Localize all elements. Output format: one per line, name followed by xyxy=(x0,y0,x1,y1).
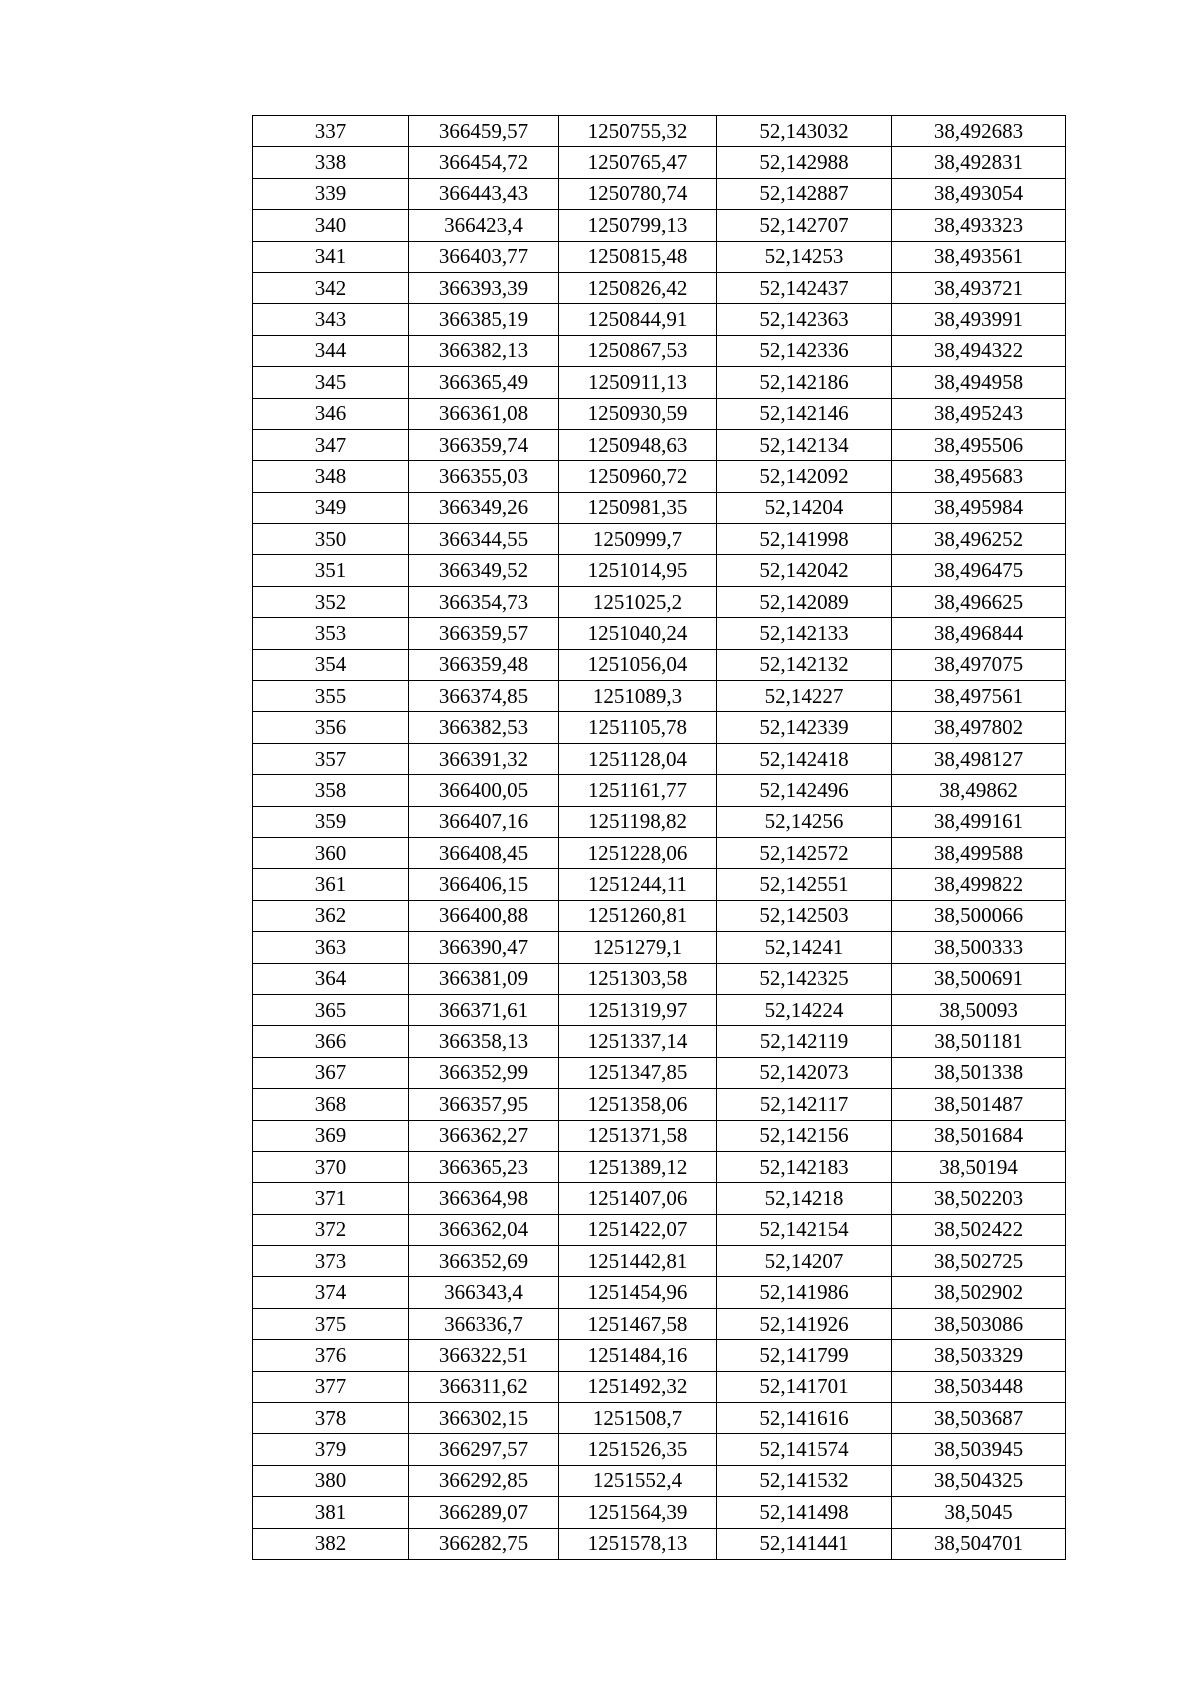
point-number-cell: 355 xyxy=(253,681,409,712)
point-number-cell: 373 xyxy=(253,1246,409,1277)
table-row xyxy=(253,210,1066,241)
y-coordinate-cell: 1251467,58 xyxy=(559,1308,717,1339)
latitude-cell: 52,141799 xyxy=(717,1340,892,1371)
point-number-cell: 363 xyxy=(253,932,409,963)
table-row xyxy=(253,524,1066,555)
longitude-cell: 38,493561 xyxy=(892,241,1066,272)
y-coordinate-cell: 1251228,06 xyxy=(559,837,717,868)
point-number-cell: 360 xyxy=(253,837,409,868)
latitude-cell: 52,142133 xyxy=(717,618,892,649)
latitude-cell: 52,141441 xyxy=(717,1528,892,1559)
point-number-cell: 376 xyxy=(253,1340,409,1371)
x-coordinate-cell: 366359,74 xyxy=(409,429,559,460)
longitude-cell: 38,49862 xyxy=(892,775,1066,806)
point-number-cell: 382 xyxy=(253,1528,409,1559)
y-coordinate-cell: 1251105,78 xyxy=(559,712,717,743)
x-coordinate-cell: 366364,98 xyxy=(409,1183,559,1214)
y-coordinate-cell: 1251337,14 xyxy=(559,1026,717,1057)
x-coordinate-cell: 366362,04 xyxy=(409,1214,559,1245)
longitude-cell: 38,503687 xyxy=(892,1403,1066,1434)
x-coordinate-cell: 366282,75 xyxy=(409,1528,559,1559)
table-row xyxy=(253,367,1066,398)
y-coordinate-cell: 1251260,81 xyxy=(559,900,717,931)
latitude-cell: 52,142119 xyxy=(717,1026,892,1057)
point-number-cell: 350 xyxy=(253,524,409,555)
point-number-cell: 358 xyxy=(253,775,409,806)
table-row xyxy=(253,743,1066,774)
point-number-cell: 379 xyxy=(253,1434,409,1465)
table-row xyxy=(253,429,1066,460)
latitude-cell: 52,142089 xyxy=(717,586,892,617)
longitude-cell: 38,495984 xyxy=(892,492,1066,523)
table-row xyxy=(253,398,1066,429)
latitude-cell: 52,141926 xyxy=(717,1308,892,1339)
point-number-cell: 366 xyxy=(253,1026,409,1057)
point-number-cell: 369 xyxy=(253,1120,409,1151)
table-row xyxy=(253,775,1066,806)
y-coordinate-cell: 1251161,77 xyxy=(559,775,717,806)
x-coordinate-cell: 366354,73 xyxy=(409,586,559,617)
x-coordinate-cell: 366393,39 xyxy=(409,272,559,303)
table-row xyxy=(253,681,1066,712)
y-coordinate-cell: 1251244,11 xyxy=(559,869,717,900)
table-row xyxy=(253,304,1066,335)
coordinate-table xyxy=(252,115,1066,1560)
y-coordinate-cell: 1250765,47 xyxy=(559,147,717,178)
longitude-cell: 38,493721 xyxy=(892,272,1066,303)
point-number-cell: 343 xyxy=(253,304,409,335)
point-number-cell: 370 xyxy=(253,1151,409,1182)
y-coordinate-cell: 1250999,7 xyxy=(559,524,717,555)
y-coordinate-cell: 1251552,4 xyxy=(559,1465,717,1496)
latitude-cell: 52,143032 xyxy=(717,116,892,147)
latitude-cell: 52,142572 xyxy=(717,837,892,868)
table-row xyxy=(253,1089,1066,1120)
y-coordinate-cell: 1250981,35 xyxy=(559,492,717,523)
coordinate-table-body xyxy=(253,116,1066,1560)
table-row xyxy=(253,492,1066,523)
latitude-cell: 52,142418 xyxy=(717,743,892,774)
x-coordinate-cell: 366381,09 xyxy=(409,963,559,994)
x-coordinate-cell: 366406,15 xyxy=(409,869,559,900)
longitude-cell: 38,492831 xyxy=(892,147,1066,178)
x-coordinate-cell: 366358,13 xyxy=(409,1026,559,1057)
longitude-cell: 38,502902 xyxy=(892,1277,1066,1308)
x-coordinate-cell: 366311,62 xyxy=(409,1371,559,1402)
y-coordinate-cell: 1250911,13 xyxy=(559,367,717,398)
table-row xyxy=(253,994,1066,1025)
point-number-cell: 361 xyxy=(253,869,409,900)
y-coordinate-cell: 1251198,82 xyxy=(559,806,717,837)
table-row xyxy=(253,147,1066,178)
point-number-cell: 344 xyxy=(253,335,409,366)
latitude-cell: 52,142707 xyxy=(717,210,892,241)
x-coordinate-cell: 366391,32 xyxy=(409,743,559,774)
x-coordinate-cell: 366352,69 xyxy=(409,1246,559,1277)
latitude-cell: 52,142437 xyxy=(717,272,892,303)
x-coordinate-cell: 366407,16 xyxy=(409,806,559,837)
longitude-cell: 38,495683 xyxy=(892,461,1066,492)
longitude-cell: 38,497561 xyxy=(892,681,1066,712)
table-row xyxy=(253,1120,1066,1151)
x-coordinate-cell: 366336,7 xyxy=(409,1308,559,1339)
point-number-cell: 347 xyxy=(253,429,409,460)
latitude-cell: 52,141574 xyxy=(717,1434,892,1465)
x-coordinate-cell: 366357,95 xyxy=(409,1089,559,1120)
latitude-cell: 52,141532 xyxy=(717,1465,892,1496)
longitude-cell: 38,494958 xyxy=(892,367,1066,398)
y-coordinate-cell: 1250826,42 xyxy=(559,272,717,303)
table-row xyxy=(253,461,1066,492)
longitude-cell: 38,501338 xyxy=(892,1057,1066,1088)
y-coordinate-cell: 1251040,24 xyxy=(559,618,717,649)
table-row xyxy=(253,1528,1066,1559)
x-coordinate-cell: 366343,4 xyxy=(409,1277,559,1308)
longitude-cell: 38,496252 xyxy=(892,524,1066,555)
longitude-cell: 38,498127 xyxy=(892,743,1066,774)
longitude-cell: 38,504325 xyxy=(892,1465,1066,1496)
longitude-cell: 38,501181 xyxy=(892,1026,1066,1057)
point-number-cell: 381 xyxy=(253,1497,409,1528)
table-row xyxy=(253,1340,1066,1371)
table-row xyxy=(253,1214,1066,1245)
x-coordinate-cell: 366359,48 xyxy=(409,649,559,680)
x-coordinate-cell: 366362,27 xyxy=(409,1120,559,1151)
point-number-cell: 338 xyxy=(253,147,409,178)
point-number-cell: 364 xyxy=(253,963,409,994)
point-number-cell: 349 xyxy=(253,492,409,523)
y-coordinate-cell: 1251014,95 xyxy=(559,555,717,586)
latitude-cell: 52,142073 xyxy=(717,1057,892,1088)
x-coordinate-cell: 366289,07 xyxy=(409,1497,559,1528)
latitude-cell: 52,141986 xyxy=(717,1277,892,1308)
longitude-cell: 38,499822 xyxy=(892,869,1066,900)
latitude-cell: 52,142887 xyxy=(717,178,892,209)
latitude-cell: 52,142146 xyxy=(717,398,892,429)
y-coordinate-cell: 1251389,12 xyxy=(559,1151,717,1182)
x-coordinate-cell: 366443,43 xyxy=(409,178,559,209)
latitude-cell: 52,141998 xyxy=(717,524,892,555)
point-number-cell: 353 xyxy=(253,618,409,649)
table-row xyxy=(253,869,1066,900)
point-number-cell: 365 xyxy=(253,994,409,1025)
table-row xyxy=(253,900,1066,931)
point-number-cell: 342 xyxy=(253,272,409,303)
longitude-cell: 38,500691 xyxy=(892,963,1066,994)
point-number-cell: 380 xyxy=(253,1465,409,1496)
x-coordinate-cell: 366400,88 xyxy=(409,900,559,931)
longitude-cell: 38,496625 xyxy=(892,586,1066,617)
y-coordinate-cell: 1250844,91 xyxy=(559,304,717,335)
x-coordinate-cell: 366382,13 xyxy=(409,335,559,366)
longitude-cell: 38,500333 xyxy=(892,932,1066,963)
y-coordinate-cell: 1251371,58 xyxy=(559,1120,717,1151)
latitude-cell: 52,141498 xyxy=(717,1497,892,1528)
x-coordinate-cell: 366365,49 xyxy=(409,367,559,398)
x-coordinate-cell: 366400,05 xyxy=(409,775,559,806)
x-coordinate-cell: 366454,72 xyxy=(409,147,559,178)
point-number-cell: 375 xyxy=(253,1308,409,1339)
y-coordinate-cell: 1251056,04 xyxy=(559,649,717,680)
y-coordinate-cell: 1251422,07 xyxy=(559,1214,717,1245)
y-coordinate-cell: 1251128,04 xyxy=(559,743,717,774)
longitude-cell: 38,496844 xyxy=(892,618,1066,649)
table-row xyxy=(253,335,1066,366)
x-coordinate-cell: 366423,4 xyxy=(409,210,559,241)
latitude-cell: 52,14218 xyxy=(717,1183,892,1214)
table-row xyxy=(253,1465,1066,1496)
latitude-cell: 52,142154 xyxy=(717,1214,892,1245)
y-coordinate-cell: 1251508,7 xyxy=(559,1403,717,1434)
longitude-cell: 38,503086 xyxy=(892,1308,1066,1339)
latitude-cell: 52,142183 xyxy=(717,1151,892,1182)
y-coordinate-cell: 1251564,39 xyxy=(559,1497,717,1528)
y-coordinate-cell: 1251442,81 xyxy=(559,1246,717,1277)
latitude-cell: 52,142117 xyxy=(717,1089,892,1120)
y-coordinate-cell: 1251303,58 xyxy=(559,963,717,994)
table-row xyxy=(253,1403,1066,1434)
latitude-cell: 52,142156 xyxy=(717,1120,892,1151)
longitude-cell: 38,492683 xyxy=(892,116,1066,147)
latitude-cell: 52,142988 xyxy=(717,147,892,178)
point-number-cell: 374 xyxy=(253,1277,409,1308)
latitude-cell: 52,142551 xyxy=(717,869,892,900)
latitude-cell: 52,142363 xyxy=(717,304,892,335)
latitude-cell: 52,14241 xyxy=(717,932,892,963)
x-coordinate-cell: 366349,26 xyxy=(409,492,559,523)
point-number-cell: 357 xyxy=(253,743,409,774)
longitude-cell: 38,496475 xyxy=(892,555,1066,586)
x-coordinate-cell: 366359,57 xyxy=(409,618,559,649)
longitude-cell: 38,495506 xyxy=(892,429,1066,460)
table-row xyxy=(253,272,1066,303)
point-number-cell: 348 xyxy=(253,461,409,492)
latitude-cell: 52,142186 xyxy=(717,367,892,398)
point-number-cell: 362 xyxy=(253,900,409,931)
point-number-cell: 351 xyxy=(253,555,409,586)
point-number-cell: 340 xyxy=(253,210,409,241)
y-coordinate-cell: 1250867,53 xyxy=(559,335,717,366)
table-row xyxy=(253,618,1066,649)
longitude-cell: 38,502725 xyxy=(892,1246,1066,1277)
longitude-cell: 38,503945 xyxy=(892,1434,1066,1465)
latitude-cell: 52,14227 xyxy=(717,681,892,712)
table-row xyxy=(253,241,1066,272)
table-row xyxy=(253,1246,1066,1277)
longitude-cell: 38,494322 xyxy=(892,335,1066,366)
latitude-cell: 52,142339 xyxy=(717,712,892,743)
table-row xyxy=(253,555,1066,586)
latitude-cell: 52,14204 xyxy=(717,492,892,523)
table-row xyxy=(253,116,1066,147)
latitude-cell: 52,142325 xyxy=(717,963,892,994)
y-coordinate-cell: 1250960,72 xyxy=(559,461,717,492)
point-number-cell: 378 xyxy=(253,1403,409,1434)
table-row xyxy=(253,586,1066,617)
longitude-cell: 38,50093 xyxy=(892,994,1066,1025)
longitude-cell: 38,497075 xyxy=(892,649,1066,680)
longitude-cell: 38,493323 xyxy=(892,210,1066,241)
table-row xyxy=(253,1434,1066,1465)
y-coordinate-cell: 1251484,16 xyxy=(559,1340,717,1371)
latitude-cell: 52,141701 xyxy=(717,1371,892,1402)
x-coordinate-cell: 366385,19 xyxy=(409,304,559,335)
x-coordinate-cell: 366292,85 xyxy=(409,1465,559,1496)
x-coordinate-cell: 366355,03 xyxy=(409,461,559,492)
y-coordinate-cell: 1251025,2 xyxy=(559,586,717,617)
table-row xyxy=(253,1026,1066,1057)
y-coordinate-cell: 1251089,3 xyxy=(559,681,717,712)
point-number-cell: 377 xyxy=(253,1371,409,1402)
x-coordinate-cell: 366349,52 xyxy=(409,555,559,586)
point-number-cell: 352 xyxy=(253,586,409,617)
latitude-cell: 52,142336 xyxy=(717,335,892,366)
y-coordinate-cell: 1251279,1 xyxy=(559,932,717,963)
point-number-cell: 367 xyxy=(253,1057,409,1088)
point-number-cell: 337 xyxy=(253,116,409,147)
longitude-cell: 38,501684 xyxy=(892,1120,1066,1151)
x-coordinate-cell: 366390,47 xyxy=(409,932,559,963)
y-coordinate-cell: 1250799,13 xyxy=(559,210,717,241)
x-coordinate-cell: 366352,99 xyxy=(409,1057,559,1088)
x-coordinate-cell: 366322,51 xyxy=(409,1340,559,1371)
point-number-cell: 356 xyxy=(253,712,409,743)
longitude-cell: 38,497802 xyxy=(892,712,1066,743)
point-number-cell: 371 xyxy=(253,1183,409,1214)
x-coordinate-cell: 366361,08 xyxy=(409,398,559,429)
longitude-cell: 38,503329 xyxy=(892,1340,1066,1371)
latitude-cell: 52,142503 xyxy=(717,900,892,931)
table-row xyxy=(253,1151,1066,1182)
table-row xyxy=(253,932,1066,963)
y-coordinate-cell: 1251578,13 xyxy=(559,1528,717,1559)
y-coordinate-cell: 1251347,85 xyxy=(559,1057,717,1088)
latitude-cell: 52,14256 xyxy=(717,806,892,837)
x-coordinate-cell: 366382,53 xyxy=(409,712,559,743)
longitude-cell: 38,503448 xyxy=(892,1371,1066,1402)
x-coordinate-cell: 366365,23 xyxy=(409,1151,559,1182)
point-number-cell: 339 xyxy=(253,178,409,209)
table-row xyxy=(253,1183,1066,1214)
latitude-cell: 52,14207 xyxy=(717,1246,892,1277)
table-row xyxy=(253,963,1066,994)
y-coordinate-cell: 1250755,32 xyxy=(559,116,717,147)
x-coordinate-cell: 366374,85 xyxy=(409,681,559,712)
latitude-cell: 52,142496 xyxy=(717,775,892,806)
x-coordinate-cell: 366371,61 xyxy=(409,994,559,1025)
longitude-cell: 38,499588 xyxy=(892,837,1066,868)
y-coordinate-cell: 1250948,63 xyxy=(559,429,717,460)
point-number-cell: 346 xyxy=(253,398,409,429)
y-coordinate-cell: 1250815,48 xyxy=(559,241,717,272)
y-coordinate-cell: 1251526,35 xyxy=(559,1434,717,1465)
point-number-cell: 354 xyxy=(253,649,409,680)
x-coordinate-cell: 366297,57 xyxy=(409,1434,559,1465)
longitude-cell: 38,5045 xyxy=(892,1497,1066,1528)
point-number-cell: 345 xyxy=(253,367,409,398)
x-coordinate-cell: 366302,15 xyxy=(409,1403,559,1434)
y-coordinate-cell: 1250930,59 xyxy=(559,398,717,429)
point-number-cell: 368 xyxy=(253,1089,409,1120)
table-row xyxy=(253,806,1066,837)
longitude-cell: 38,493054 xyxy=(892,178,1066,209)
x-coordinate-cell: 366344,55 xyxy=(409,524,559,555)
table-row xyxy=(253,1497,1066,1528)
table-row xyxy=(253,1308,1066,1339)
point-number-cell: 359 xyxy=(253,806,409,837)
table-row xyxy=(253,712,1066,743)
y-coordinate-cell: 1251492,32 xyxy=(559,1371,717,1402)
table-row xyxy=(253,1057,1066,1088)
longitude-cell: 38,50194 xyxy=(892,1151,1066,1182)
table-row xyxy=(253,649,1066,680)
longitude-cell: 38,501487 xyxy=(892,1089,1066,1120)
longitude-cell: 38,495243 xyxy=(892,398,1066,429)
longitude-cell: 38,504701 xyxy=(892,1528,1066,1559)
y-coordinate-cell: 1251407,06 xyxy=(559,1183,717,1214)
table-row xyxy=(253,837,1066,868)
x-coordinate-cell: 366459,57 xyxy=(409,116,559,147)
point-number-cell: 372 xyxy=(253,1214,409,1245)
latitude-cell: 52,142042 xyxy=(717,555,892,586)
table-row xyxy=(253,1277,1066,1308)
x-coordinate-cell: 366403,77 xyxy=(409,241,559,272)
y-coordinate-cell: 1250780,74 xyxy=(559,178,717,209)
y-coordinate-cell: 1251319,97 xyxy=(559,994,717,1025)
latitude-cell: 52,142134 xyxy=(717,429,892,460)
longitude-cell: 38,493991 xyxy=(892,304,1066,335)
table-row xyxy=(253,1371,1066,1402)
x-coordinate-cell: 366408,45 xyxy=(409,837,559,868)
longitude-cell: 38,499161 xyxy=(892,806,1066,837)
longitude-cell: 38,502422 xyxy=(892,1214,1066,1245)
latitude-cell: 52,142132 xyxy=(717,649,892,680)
latitude-cell: 52,142092 xyxy=(717,461,892,492)
latitude-cell: 52,14224 xyxy=(717,994,892,1025)
longitude-cell: 38,502203 xyxy=(892,1183,1066,1214)
y-coordinate-cell: 1251358,06 xyxy=(559,1089,717,1120)
y-coordinate-cell: 1251454,96 xyxy=(559,1277,717,1308)
table-row xyxy=(253,178,1066,209)
point-number-cell: 341 xyxy=(253,241,409,272)
latitude-cell: 52,14253 xyxy=(717,241,892,272)
latitude-cell: 52,141616 xyxy=(717,1403,892,1434)
longitude-cell: 38,500066 xyxy=(892,900,1066,931)
